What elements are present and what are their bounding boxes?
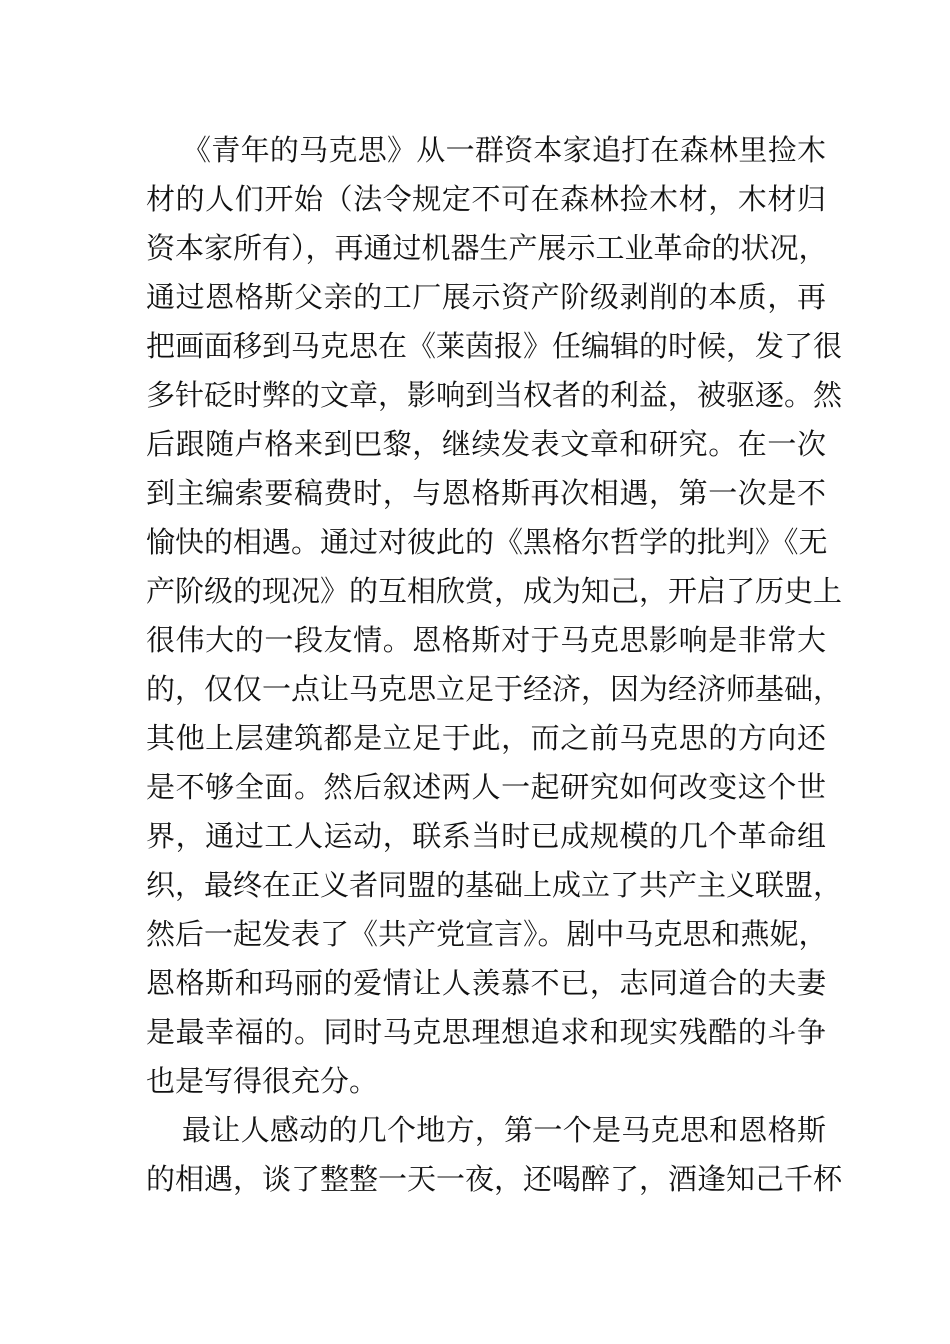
paragraph-line: 把画面移到马克思在《莱茵报》任编辑的时候，发了很 [146, 329, 843, 363]
paragraph-line: 然后一起发表了《共产党宣言》。剧中马克思和燕妮， [146, 917, 828, 951]
paragraph-2 [146, 1106, 843, 1204]
paragraph-line: 是不够全面。然后叙述两人一起研究如何改变这个世 [146, 770, 826, 804]
paragraph-line: 《青年的马克思》从一群资本家追打在森林里捡木 [182, 133, 826, 167]
paragraph-line: 通过恩格斯父亲的工厂展示资产阶级剥削的本质，再 [146, 280, 826, 314]
paragraph-line: 资本家所有），再通过机器生产展示工业革命的状况， [146, 231, 828, 265]
paragraph-line: 后跟随卢格来到巴黎，继续发表文章和研究。在一次 [146, 427, 826, 461]
paragraph-line: 到主编索要稿费时，与恩格斯再次相遇，第一次是不 [146, 476, 826, 510]
paragraph-line: 的，仅仅一点让马克思立足于经济，因为经济师基础， [146, 672, 843, 706]
paragraph-1 [146, 126, 843, 1106]
paragraph-line: 最让人感动的几个地方，第一个是马克思和恩格斯 [182, 1113, 826, 1147]
paragraph-line: 其他上层建筑都是立足于此，而之前马克思的方向还 [146, 721, 826, 755]
paragraph-line: 愉快的相遇。通过对彼此的《黑格尔哲学的批判》《无 [146, 525, 828, 559]
paragraph-line: 织，最终在正义者同盟的基础上成立了共产主义联盟， [146, 868, 843, 902]
paragraph-line: 很伟大的一段友情。恩格斯对于马克思影响是非常大 [146, 623, 826, 657]
document-body [146, 126, 843, 1204]
paragraph-line: 也是写得很充分。 [146, 1064, 379, 1098]
paragraph-line: 产阶级的现况》的互相欣赏，成为知己，开启了历史上 [146, 574, 843, 608]
paragraph-line: 多针砭时弊的文章，影响到当权者的利益，被驱逐。然 [146, 378, 843, 412]
paragraph-line: 材的人们开始（法令规定不可在森林捡木材，木材归 [146, 182, 826, 216]
paragraph-line: 界，通过工人运动，联系当时已成规模的几个革命组 [146, 819, 826, 853]
paragraph-line: 恩格斯和玛丽的爱情让人羡慕不已，志同道合的夫妻 [146, 966, 826, 1000]
paragraph-line: 是最幸福的。同时马克思理想追求和现实残酷的斗争 [146, 1015, 826, 1049]
paragraph-line: 的相遇，谈了整整一天一夜，还喝醉了，酒逢知己千杯 [146, 1162, 843, 1196]
